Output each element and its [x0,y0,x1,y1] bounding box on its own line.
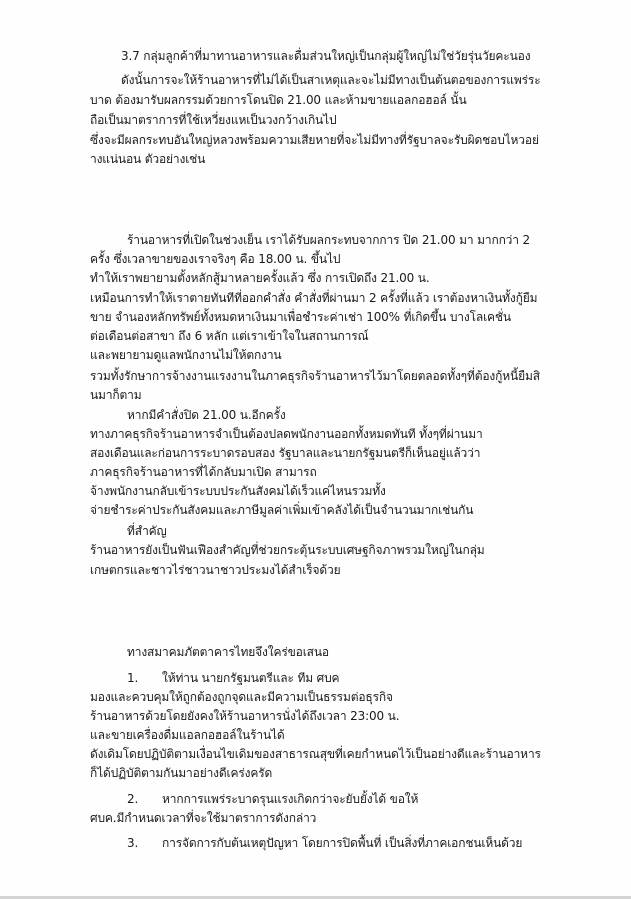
proposals-intro: ทางสมาคมภัตตาคารไทยจึงใคร่ขอเสนอ [127,645,329,659]
text-line: ร้านอาหารด้วยโดยยังคงให้ร้านอาหารนั่งได้ถึงเวลา 23:00 น. [90,709,400,723]
list-number: 1. [127,671,139,685]
proposal-item-3 [127,835,522,851]
text-line: ขาย จำนองหลักทรัพย์ทั้งหมดหาเงินมาเพื่อชำระค่าเช่า 100% ที่เกิดขึ้น บางโลเคชั่น [90,310,511,324]
proposal-item-1 [127,670,339,686]
text-line: และพยายามดูแลพนักงานไม่ให้ตกงาน [90,348,282,362]
text-line: เหมือนการทำให้เราตายทันทีที่ออกคำสั่ง คำสั่งที่ผ่านมา 2 ครั้งที่แล้ว เราต้องหาเงินทั้งกู้ยืม [90,291,538,305]
text-line: ดังนั้นการจะให้ร้านอาหารที่ไม่ได้เป็นสาเหตุและจะไม่มีทางเป็นต้นตอของการแพร่ระ [121,73,541,87]
proposal-first-line: ให้ท่าน นายกรัฐมนตรีและ ทีม ศบค [162,671,340,685]
text-line: นมาก็ตาม [90,388,142,402]
text-line: ทางภาคธุรกิจร้านอาหารจำเป็นต้องปลดพนักงานออกทั้งหมดทันที ทั้งๆที่ผ่านมา [90,427,483,441]
text-line: จ่ายชำระค่าประกันสังคมและภาษีมูลค่าเพิ่มเข้าคลังได้เป็นจำนวนมากเช่นกัน [90,503,474,517]
text-line: ร้านอาหารยังเป็นฟันเฟืองสำคัญที่ช่วยกระตุ้นระบบเศษฐกิจภาพรวมใหญ่ในกลุ่ม [90,543,485,557]
text-line: มองและควบคุมให้ถูกต้องถูกจุดและมีความเป็นธรรมต่อธุรกิจ [90,690,393,704]
proposal-item-2 [127,791,418,807]
text-line: จ้างพนักงานกลับเข้าระบบประกันสังคมได้เร็วแค่ไหนรวมทั้ง [90,484,386,498]
text-line: ศบค.มีกำหนดเวลาที่จะใช้มาตราการดังกล่าว [90,811,317,825]
text-line: บาด ต้องมารับผลกรรมด้วยการโดนปิด 21.00 และห้ามขายแอลกอฮอล์ นั้น [90,93,467,107]
text-line: ถือเป็นมาตราการที่ใช้เหวี่ยงแหเป็นวงกว้างเกินไป [90,113,337,127]
text-line: หากมีคำสั่งปิด 21.00 น.อีกครั้ง [127,408,286,422]
text-line: ร้านอาหารที่เปิดในช่วงเย็น เราได้รับผลกระทบจากการ ปิด 21.00 มา มากกว่า 2 [127,233,531,247]
text-line: และขายเครื่องดื่มแอลกอฮอล์ในร้านได้ [90,728,285,742]
text-line: ที่สำคัญ [127,524,167,538]
list-number: 2. [127,792,139,806]
text-line: ซึ่งจะมีผลกระทบอันใหญ่หลวงพร้อมความเสียหายที่จะไม่มีทางที่รัฐบาลจะรับผิดชอบไหวอย่ [90,133,539,147]
proposal-first-line: หากการแพร่ระบาดรุนแรงเกิดกว่าจะยับยั้งได้ ขอให้ [162,792,419,806]
text-line: ทำให้เราพยายามตั้งหลักสู้มาหลายครั้งแล้ว ซึ่ง การเปิดถึง 21.00 น. [90,271,430,285]
text-line: รวมทั้งรักษาการจ้างงานแรงงานในภาคธุรกิจร้านอาหารไว้มาโดยตลอดทั้งๆที่ต้องกู้หนี้ยืมสิ [90,369,540,383]
text-line: สองเดือนและก่อนการระบาดรอบสอง รัฐบาลและนายกรัฐมนตรีก็เห็นอยู่แล้วว่า [90,446,481,460]
text-line: างแน่นอน ตัวอย่างเช่น [90,152,206,166]
text-line: ต่อเดือนต่อสาขา ถึง 6 หลัก แต่เราเข้าใจในสถานการณ์ [90,329,369,343]
text-line: เกษตกรและชาวไร่ชาวนาชาวประมงได้สำเร็จด้วย [90,563,341,577]
text-line: ครั้ง ซึ่งเวลาขายของเราจริงๆ คือ 18.00 น. ขึ้นไป [90,252,341,266]
list-number: 3. [127,836,139,850]
text-line: ดังเดิมโดยปฏิบัติตามเงื่อนไขเดิมของสาธารณสุขที่เคยกำหนดไว้เป็นอย่างดีและร้านอาหาร [90,747,541,761]
text-line: ภาคธุรกิจร้านอาหารที่ได้กลับมาเปิด สามารถ [90,465,317,479]
text-line: ก็ได้ปฏิบัติตามกันมาอย่างดีเคร่งครัด [90,766,273,780]
proposal-first-line: การจัดการกับต้นเหตุปัญหา โดยการปิดพื้นที่ เป็นสิ่งที่ภาคเอกชนเห็นด้วย [162,836,523,850]
section-heading-3-7: 3.7 กลุ่มลูกค้าที่มาทานอาหารและดื่มส่วนใหญ่เป็นกลุ่มผู้ใหญ่ไม่ใช่วัยรุ่นวัยคะนอง [121,49,531,63]
